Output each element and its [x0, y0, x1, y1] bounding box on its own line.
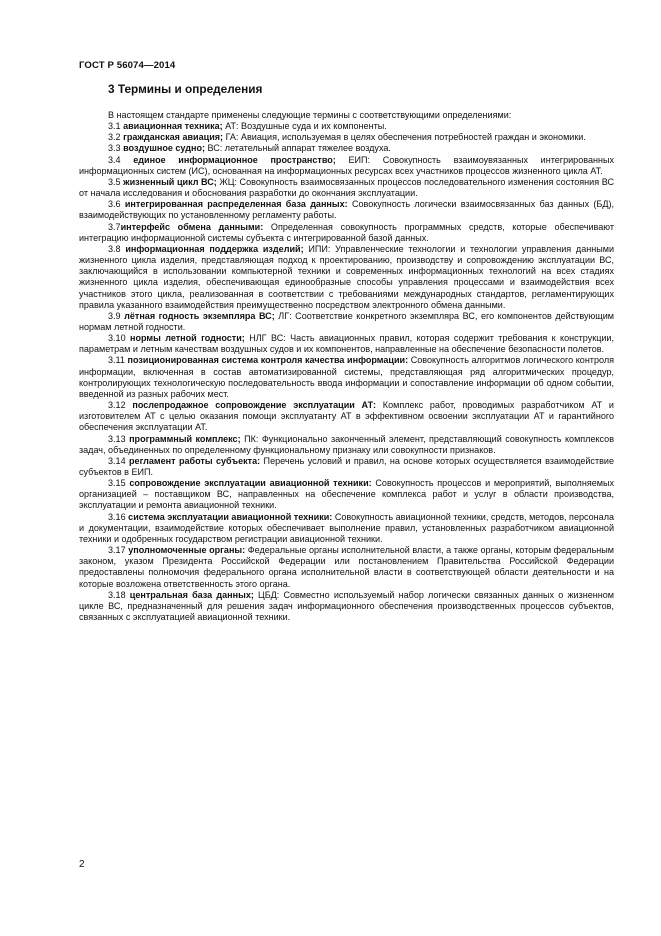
- term-number: 3.16: [108, 511, 126, 522]
- term-entry: [79, 456, 614, 478]
- document-body: [79, 110, 614, 623]
- term-definition: Федеральные органы исполнительной власти, а также органы, которым федеральным законом, указом Президента Российской Федерации или постановлением Правительства Российской Федерации предоставлены полномочия федерального органа исполнительной власти в соответствующей области деятельности и на которые возложена ответственность этого органа.: [79, 545, 615, 589]
- term-number: 3.18: [108, 589, 126, 600]
- term-entry: [79, 155, 614, 177]
- term-definition: Совокупность алгоритмов логического контроля информации, включенная в состав автоматизированной системы, представляющая ряд алгоритмических процедур, контролирующих технологическую последовательность ввода информации и сопоставление информации об одном событии, введенной из разных рабочих мест.: [79, 355, 614, 399]
- term-name: система эксплуатации авиационной техники:: [128, 511, 333, 522]
- term-definition: Функционально законченный элемент, представляющий совокупность комплексов задач, объединенных по определенному функциональному признаку или совокупности признаков.: [79, 433, 615, 455]
- term-entry: [79, 143, 614, 154]
- term-name: жизненный цикл ВС;: [123, 176, 217, 187]
- term-definition: Совокупность взаимоувязанных интегрированных информационных систем (ИС), основанная на информационных ресурсах всех участников процессов жизненного цикла АТ.: [79, 154, 614, 176]
- term-abbreviation: ИПИ:: [303, 243, 331, 254]
- term-name: центральная база данных;: [129, 589, 254, 600]
- term-name: лётная годность экземпляра ВС;: [124, 310, 275, 321]
- term-name: гражданская авиация;: [123, 132, 224, 143]
- term-name: интегрированная распределенная база данных:: [124, 199, 348, 210]
- document-header: ГОСТ Р 56074—2014: [79, 60, 176, 71]
- term-name: авиационная техника;: [123, 121, 223, 132]
- term-name: уполномоченные органы:: [128, 545, 246, 556]
- term-definition: Совместно используемый набор логически связанных данных о жизненном цикле ВС, предназначенный для решения задач информационного обеспечения производственных процессов субъектов, связанных с эксплуатацией авиационной техники.: [79, 589, 614, 623]
- term-entry: [79, 311, 614, 333]
- term-name: нормы летной годности;: [130, 333, 245, 344]
- term-number: 3.12: [108, 400, 126, 411]
- term-number: 3.6: [108, 199, 121, 210]
- term-name: сопровождение эксплуатации авиационной техники:: [129, 478, 372, 489]
- term-number: 3.4: [108, 154, 121, 165]
- term-abbreviation: ЦБД:: [253, 589, 280, 600]
- term-entry: [79, 244, 614, 311]
- term-definition: Воздушные суда и их компоненты.: [238, 121, 387, 132]
- term-abbreviation: ПК:: [240, 433, 259, 444]
- term-entry: [79, 355, 614, 400]
- term-abbreviation: АТ:: [222, 121, 239, 132]
- term-abbreviation: НЛГ ВС:: [244, 333, 286, 344]
- term-number: 3.5: [108, 176, 121, 187]
- term-definition: Определенная совокупность программных средств, которые обеспечивают интеграцию информационной системы субъекта с интегрированной базой данных.: [79, 221, 615, 243]
- term-number: 3.1: [108, 121, 121, 132]
- term-number: 3.14: [108, 455, 126, 466]
- term-definition: Часть авиационных правил, которая содержит требования к конструкции, параметрам и летным качествам воздушных судов и их компонентов, направленные на обеспечение безопасности полетов.: [79, 333, 614, 355]
- terms-list: [79, 121, 614, 623]
- term-number: 3.17: [108, 545, 126, 556]
- term-abbreviation: ЕИП:: [335, 154, 371, 165]
- page-number: 2: [79, 859, 85, 870]
- term-entry: [79, 333, 614, 355]
- term-definition: Комплекс работ, проводимых разработчиком АТ и изготовителем АТ с целью оказания помощи эксплуатанту АТ в эффективном освоении эксплуатации АТ и гарантийного обеспечения эксплуатации АТ.: [79, 400, 614, 433]
- term-abbreviation: ЖЦ:: [216, 176, 237, 187]
- term-abbreviation: ВС:: [204, 143, 223, 154]
- term-name: программный комплекс;: [129, 433, 241, 444]
- term-abbreviation: ГА:: [223, 132, 239, 143]
- term-name: воздушное судно;: [123, 143, 205, 154]
- term-entry: [79, 132, 614, 143]
- term-definition: Совокупность взаимосвязанных процессов последовательного изменения состояния ВС от начала исследования и обоснования разработки до окончания эксплуатации.: [79, 176, 614, 199]
- term-entry: [79, 222, 614, 244]
- term-definition: Управленческие технологии и технологии управления данными жизненного цикла изделия, представляющая подход к проектированию, производству и сопровождению эксплуатации ВС, заключающийся в использовании компьютерной техники и современных информационных технологий на всех стадиях жизненного цикла изделия, обеспечивающая единообразные способы управления процессами и взаимодействия всех участников этого цикла, реализованная в соответствии с требованиями международных стандартов, регламентирующих правила указанного взаимодействия преимущественно посредством электронного обмена данными.: [79, 243, 614, 310]
- term-number: 3.10: [108, 333, 126, 344]
- term-entry: [79, 545, 614, 590]
- term-definition: Соответствие конкретного экземпляра ВС, его компонентов действующим нормам летной годности.: [79, 310, 614, 332]
- term-entry: [79, 199, 614, 221]
- term-definition: Авиация, используемая в целях обеспечения потребностей граждан и экономики.: [238, 132, 586, 143]
- term-name: информационная поддержка изделий;: [125, 243, 304, 254]
- term-entry: [79, 590, 614, 623]
- term-name: регламент работы субъекта:: [129, 455, 261, 466]
- term-name: интерфейс обмена данными:: [120, 221, 264, 232]
- term-number: 3.11: [108, 355, 125, 366]
- intro-paragraph: В настоящем стандарте применены следующие термины с соответствующими определениями:: [108, 110, 512, 120]
- term-entry: [79, 478, 614, 511]
- term-abbreviation: ЛГ:: [274, 310, 292, 321]
- term-number: 3.7: [108, 221, 121, 232]
- term-entry: [79, 434, 614, 456]
- section-title: 3 Термины и определения: [108, 82, 263, 96]
- term-number: 3.9: [108, 310, 121, 321]
- term-number: 3.8: [108, 243, 121, 254]
- term-name: позиционированная система контроля качества информации:: [127, 355, 409, 366]
- term-number: 3.2: [108, 132, 121, 143]
- term-number: 3.3: [108, 143, 121, 154]
- term-number: 3.13: [108, 433, 126, 444]
- term-definition: Перечень условий и правил, на основе которых осуществляется взаимодействие субъектов в ЕИП.: [79, 455, 614, 477]
- term-name: единое информационное пространство;: [133, 154, 336, 165]
- term-name: послепродажное сопровождение эксплуатации АТ:: [132, 400, 377, 411]
- term-definition: Совокупность авиационной техники, средств, методов, персонала и документации, взаимодействие которых обеспечивает выполнение правил, установленных разработчиком авиационной техники и одобренных государством регистрации авиационной техники.: [79, 511, 615, 544]
- term-definition: Совокупность процессов и мероприятий, выполняемых организацией – поставщиком ВС, направленных на обеспечение комплекса работ и услуг в области производства, эксплуатации и ремонта авиационной техники.: [79, 478, 615, 511]
- term-entry: [79, 400, 614, 433]
- term-entry: [79, 121, 614, 132]
- term-definition: Совокупность логически взаимосвязанных баз данных (БД), взаимодействующих по установленному регламенту работы.: [79, 199, 615, 221]
- term-entry: [79, 512, 614, 545]
- term-number: 3.15: [108, 478, 126, 489]
- term-entry: [79, 177, 614, 199]
- term-definition: летательный аппарат тяжелее воздуха.: [222, 143, 391, 154]
